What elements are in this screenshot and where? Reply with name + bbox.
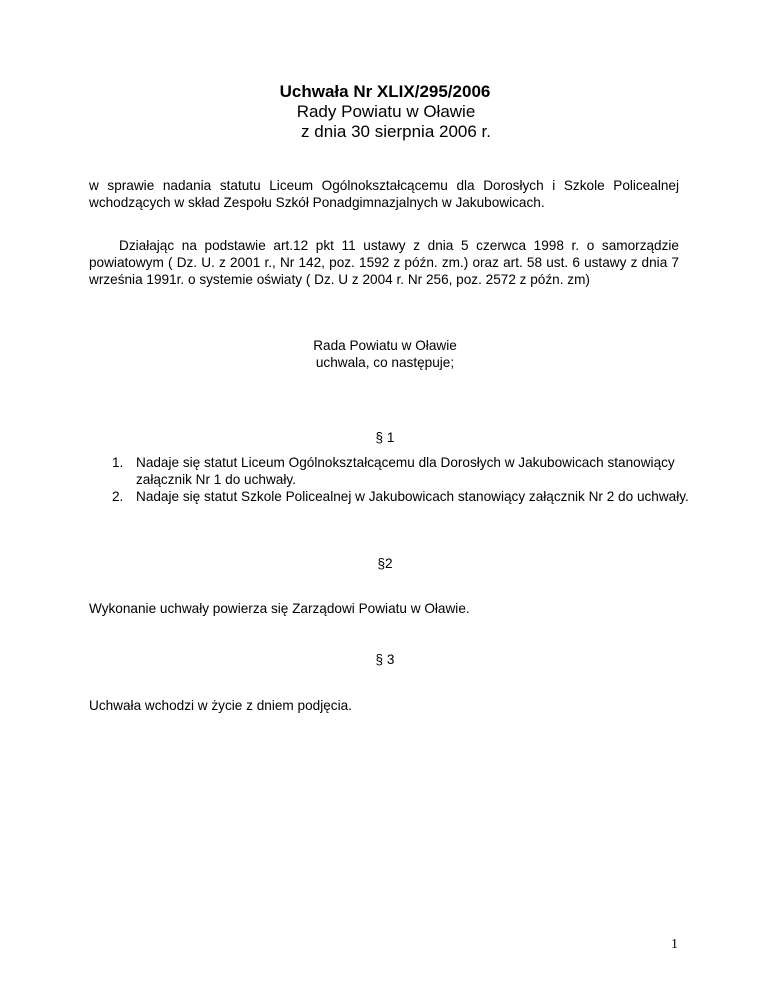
resolution-intro — [200, 337, 570, 371]
section-3-text: Uchwała wchodzi w życie z dniem podjęcia. — [89, 698, 352, 713]
list-item-number: 1. — [112, 455, 124, 470]
resolution-subject: w sprawie nadania statutu Liceum Ogólnokształcącemu dla Dorosłych i Szkole Policealnej wchodzących w skład Zespołu Szkół Ponadgimnazjalnych w Jakubowicach. — [89, 178, 679, 210]
list-item-number: 2. — [112, 489, 124, 504]
section-1-list — [112, 454, 692, 505]
resolution-issuer: Rady Powiatu w Oławie — [296, 102, 476, 121]
resolution-title: Uchwała Nr XLIX/295/2006 — [279, 82, 491, 101]
section-1-mark: § 1 — [375, 430, 395, 445]
resolves-line: uchwala, co następuje; — [315, 355, 455, 370]
document-header — [200, 82, 570, 142]
legal-basis-paragraph: Działając na podstawie art.12 pkt 11 ustawy z dnia 5 czerwca 1998 r. o samorządzie powiatowym ( Dz. U. z 2001 r., Nr 142, poz. 1592 z późn. zm.) oraz art. 58 ust. 6 ustawy z dnia 7 września 1991r. o systemie oświaty ( Dz. U z 2004 r. Nr 256, poz. 2572 z późn. zm) — [89, 238, 679, 287]
section-2-text: Wykonanie uchwały powierza się Zarządowi Powiatu w Oławie. — [89, 601, 470, 616]
section-2-mark: §2 — [377, 556, 393, 571]
page-number: 1 — [671, 937, 678, 952]
section-3-mark: § 3 — [375, 652, 395, 667]
list-item — [112, 454, 692, 488]
resolution-date: z dnia 30 sierpnia 2006 r. — [301, 122, 491, 141]
list-item — [112, 488, 692, 505]
council-name: Rada Powiatu w Oławie — [313, 338, 457, 353]
list-item-text: Nadaje się statut Szkole Policealnej w Jakubowicach stanowiący załącznik Nr 2 do uchwały. — [136, 489, 689, 504]
list-item-text: Nadaje się statut Liceum Ogólnokształcącemu dla Dorosłych w Jakubowicach stanowiący załącznik Nr 1 do uchwały. — [136, 455, 675, 487]
